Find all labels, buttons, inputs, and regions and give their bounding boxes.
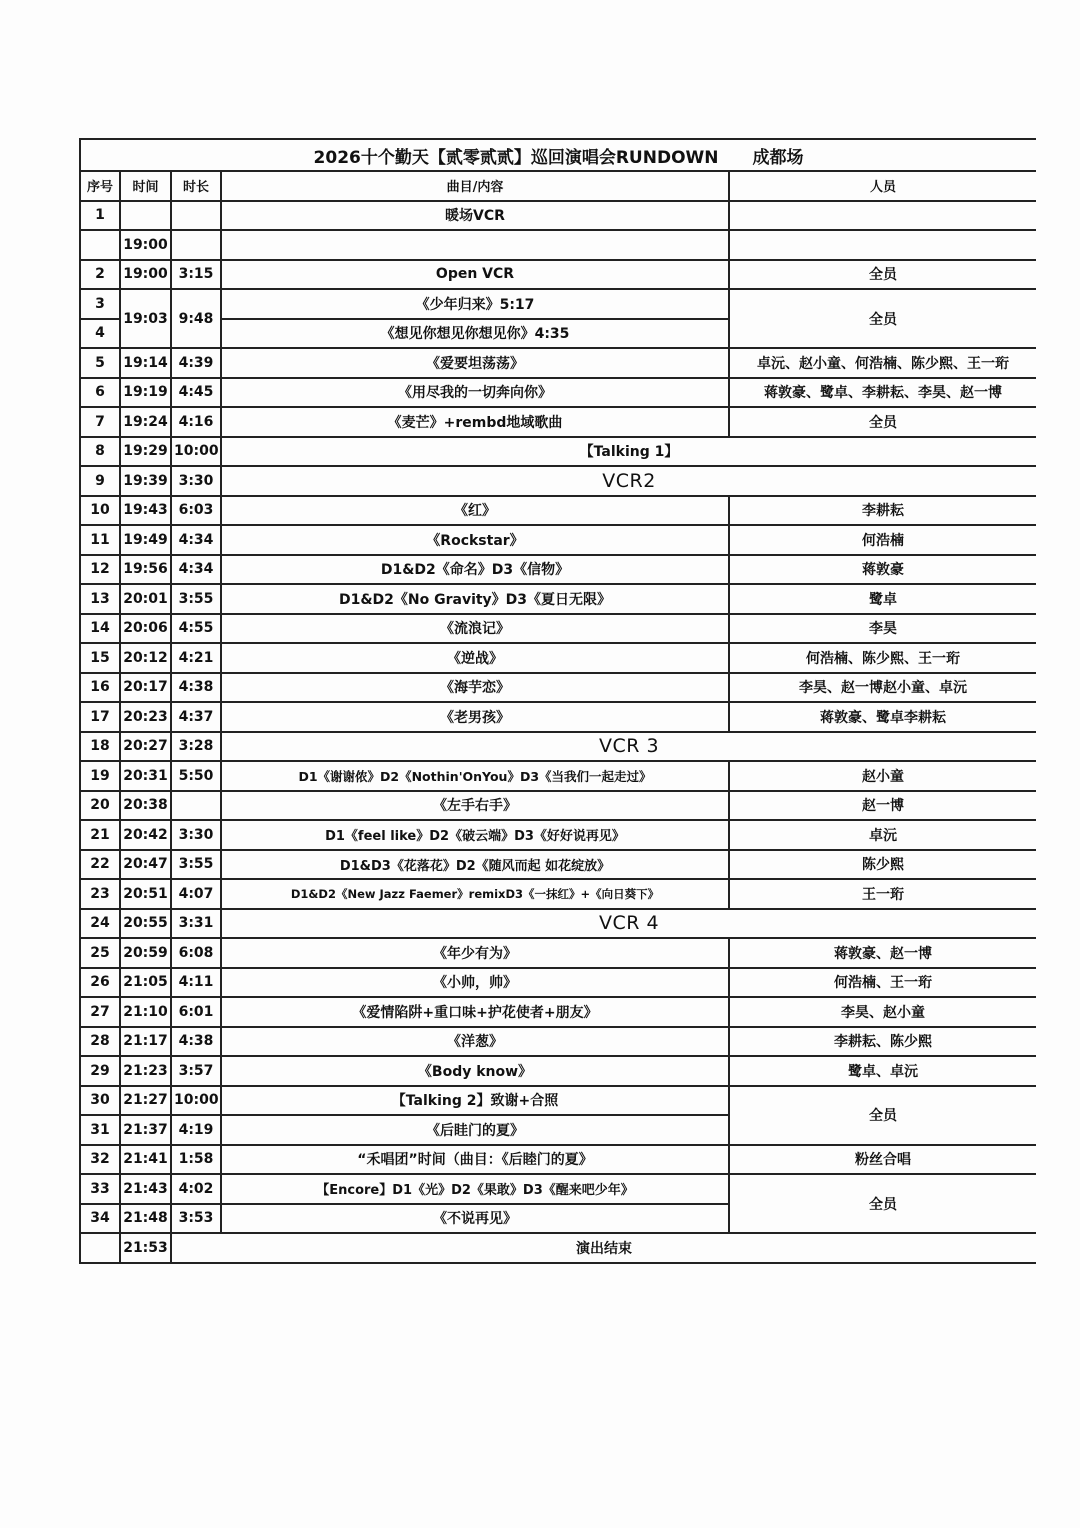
row-duration: 4:11	[171, 968, 221, 998]
row-members	[729, 230, 1036, 260]
row-content: 《小帅，帅》	[221, 968, 729, 998]
table-row	[80, 909, 1036, 939]
row-content: 《Body know》	[221, 1056, 729, 1086]
row-duration	[171, 230, 221, 260]
row-content: 《红》	[221, 496, 729, 526]
row-no: 28	[80, 1027, 120, 1057]
header-members: 人员	[729, 171, 1036, 201]
row-content	[221, 230, 729, 260]
row-no: 3	[80, 289, 120, 319]
row-time: 20:12	[120, 643, 171, 673]
row-time: 19:19	[120, 378, 171, 408]
row-no: 12	[80, 555, 120, 585]
row-time: 19:43	[120, 496, 171, 526]
row-duration: 3:31	[171, 909, 221, 939]
row-time: 21:41	[120, 1145, 171, 1175]
row-duration: 4:34	[171, 555, 221, 585]
row-duration: 4:55	[171, 614, 221, 644]
table-row	[80, 201, 1036, 231]
row-duration: 4:34	[171, 525, 221, 555]
row-duration: 4:07	[171, 879, 221, 909]
row-members	[729, 201, 1036, 231]
row-duration: 3:15	[171, 260, 221, 290]
header-content: 曲目/内容	[221, 171, 729, 201]
row-members: 全员	[729, 407, 1036, 437]
table-row	[80, 466, 1036, 496]
row-no: 6	[80, 378, 120, 408]
row-content: 《洋葱》	[221, 1027, 729, 1057]
row-time: 20:51	[120, 879, 171, 909]
row-content: 《海芋恋》	[221, 673, 729, 703]
table-row	[80, 555, 1036, 585]
row-no: 13	[80, 584, 120, 614]
rundown-sheet	[79, 138, 1035, 1264]
row-members: 王一珩	[729, 879, 1036, 909]
row-no: 18	[80, 732, 120, 762]
row-content: 《少年归来》5:17	[221, 289, 729, 319]
row-time: 21:43	[120, 1174, 171, 1204]
row-content: D1&D2《New Jazz Faemer》remixD3《一抹红》+《向日葵下》	[221, 879, 729, 909]
row-time: 21:27	[120, 1086, 171, 1116]
row-no: 31	[80, 1115, 120, 1145]
row-no: 20	[80, 791, 120, 821]
row-content: D1《谢谢侬》D2《Nothin'OnYou》D3《当我们一起走过》	[221, 761, 729, 791]
row-no: 5	[80, 348, 120, 378]
row-time: 20:38	[120, 791, 171, 821]
row-no: 22	[80, 850, 120, 880]
row-no: 24	[80, 909, 120, 939]
row-no: 10	[80, 496, 120, 526]
row-time: 21:10	[120, 997, 171, 1027]
row-duration: 3:55	[171, 850, 221, 880]
header-time: 时间	[120, 171, 171, 201]
rundown-table	[79, 138, 1036, 1264]
row-members: 全员	[729, 1174, 1036, 1233]
row-no: 2	[80, 260, 120, 290]
table-row	[80, 1233, 1036, 1263]
row-no: 26	[80, 968, 120, 998]
row-time: 20:42	[120, 820, 171, 850]
row-members: 蒋敦豪、鹭卓李耕耘	[729, 702, 1036, 732]
row-time: 20:55	[120, 909, 171, 939]
row-content: 《麦芒》+rembd地域歌曲	[221, 407, 729, 437]
table-row	[80, 407, 1036, 437]
table-row	[80, 1145, 1036, 1175]
row-content: 【Talking 2】致谢+合照	[221, 1086, 729, 1116]
row-duration: 10:00	[171, 437, 221, 467]
row-members: 全员	[729, 289, 1036, 348]
table-row	[80, 820, 1036, 850]
row-time: 19:24	[120, 407, 171, 437]
row-no: 4	[80, 319, 120, 349]
row-duration: 4:38	[171, 673, 221, 703]
row-time: 21:48	[120, 1204, 171, 1234]
row-members: 蒋敦豪、鹭卓、李耕耘、李昊、赵一博	[729, 378, 1036, 408]
row-no: 34	[80, 1204, 120, 1234]
row-content: 《爱情陷阱+重口味+护花使者+朋友》	[221, 997, 729, 1027]
row-duration: 5:50	[171, 761, 221, 791]
row-members: 李昊、赵小童	[729, 997, 1036, 1027]
row-content: 《逆战》	[221, 643, 729, 673]
table-row	[80, 289, 1036, 319]
table-row	[80, 348, 1036, 378]
title-row	[80, 139, 1036, 171]
table-row	[80, 997, 1036, 1027]
row-duration: 3:53	[171, 1204, 221, 1234]
document-title: 2026十个勤天【贰零贰贰】巡回演唱会RUNDOWN 成都场	[80, 139, 1036, 171]
row-members: 卓沅、赵小童、何浩楠、陈少熙、王一珩	[729, 348, 1036, 378]
row-content: D1&D2《No Gravity》D3《夏日无限》	[221, 584, 729, 614]
row-no: 29	[80, 1056, 120, 1086]
row-time: 21:05	[120, 968, 171, 998]
row-content: VCR2	[221, 466, 1036, 496]
row-time: 21:53	[120, 1233, 171, 1263]
row-time: 19:39	[120, 466, 171, 496]
row-no: 15	[80, 643, 120, 673]
row-time: 19:49	[120, 525, 171, 555]
table-row	[80, 260, 1036, 290]
table-row	[80, 1027, 1036, 1057]
table-row	[80, 1056, 1036, 1086]
table-row	[80, 496, 1036, 526]
row-no: 9	[80, 466, 120, 496]
row-no: 19	[80, 761, 120, 791]
row-members: 李昊	[729, 614, 1036, 644]
row-members: 粉丝合唱	[729, 1145, 1036, 1175]
row-content: 《想见你想见你想见你》4:35	[221, 319, 729, 349]
row-duration	[171, 201, 221, 231]
row-no: 25	[80, 938, 120, 968]
row-time: 19:14	[120, 348, 171, 378]
row-duration: 4:45	[171, 378, 221, 408]
row-members: 陈少熙	[729, 850, 1036, 880]
header-row	[80, 171, 1036, 201]
row-time: 19:00	[120, 260, 171, 290]
row-content: D1&D3《花落花》D2《随风而起 如花绽放》	[221, 850, 729, 880]
row-no: 30	[80, 1086, 120, 1116]
row-content: 《流浪记》	[221, 614, 729, 644]
row-duration: 3:30	[171, 466, 221, 496]
row-no: 32	[80, 1145, 120, 1175]
row-content: 暖场VCR	[221, 201, 729, 231]
row-no	[80, 1233, 120, 1263]
row-no: 8	[80, 437, 120, 467]
row-duration: 6:03	[171, 496, 221, 526]
row-content: D1《feel like》D2《破云端》D3《好好说再见》	[221, 820, 729, 850]
row-members: 蒋敦豪	[729, 555, 1036, 585]
row-time: 19:56	[120, 555, 171, 585]
table-row	[80, 643, 1036, 673]
row-time: 20:01	[120, 584, 171, 614]
row-duration: 4:38	[171, 1027, 221, 1057]
row-content: VCR 3	[221, 732, 1036, 762]
table-row	[80, 673, 1036, 703]
row-content: 演出结束	[171, 1233, 1036, 1263]
table-row	[80, 850, 1036, 880]
row-members: 蒋敦豪、赵一博	[729, 938, 1036, 968]
row-duration: 4:02	[171, 1174, 221, 1204]
row-time: 20:23	[120, 702, 171, 732]
table-row	[80, 879, 1036, 909]
row-content: 《不说再见》	[221, 1204, 729, 1234]
row-time: 21:23	[120, 1056, 171, 1086]
table-row	[80, 1086, 1036, 1116]
row-time	[120, 201, 171, 231]
row-members: 赵小童	[729, 761, 1036, 791]
table-row	[80, 732, 1036, 762]
row-duration: 3:55	[171, 584, 221, 614]
table-row	[80, 230, 1036, 260]
row-content: 《用尽我的一切奔向你》	[221, 378, 729, 408]
row-duration: 9:48	[171, 289, 221, 348]
row-no: 16	[80, 673, 120, 703]
row-members: 全员	[729, 260, 1036, 290]
row-members: 赵一博	[729, 791, 1036, 821]
row-no: 11	[80, 525, 120, 555]
row-members: 李耕耘、陈少熙	[729, 1027, 1036, 1057]
row-members: 卓沅	[729, 820, 1036, 850]
table-row	[80, 938, 1036, 968]
header-no: 序号	[80, 171, 120, 201]
table-row	[80, 378, 1036, 408]
row-time: 19:03	[120, 289, 171, 348]
row-duration: 3:57	[171, 1056, 221, 1086]
row-no: 23	[80, 879, 120, 909]
row-duration: 3:30	[171, 820, 221, 850]
row-duration: 4:19	[171, 1115, 221, 1145]
row-time: 20:59	[120, 938, 171, 968]
row-content: VCR 4	[221, 909, 1036, 939]
row-content: 《爱要坦荡荡》	[221, 348, 729, 378]
row-members: 李耕耘	[729, 496, 1036, 526]
row-content: “禾唱团”时间（曲目：《后睦门的夏》	[221, 1145, 729, 1175]
row-duration: 10:00	[171, 1086, 221, 1116]
table-row	[80, 437, 1036, 467]
row-no	[80, 230, 120, 260]
row-time: 20:31	[120, 761, 171, 791]
row-content: D1&D2《命名》D3《信物》	[221, 555, 729, 585]
row-time: 21:17	[120, 1027, 171, 1057]
row-members: 何浩楠	[729, 525, 1036, 555]
table-row	[80, 968, 1036, 998]
table-row	[80, 761, 1036, 791]
row-duration: 3:28	[171, 732, 221, 762]
row-duration: 6:08	[171, 938, 221, 968]
row-members: 何浩楠、王一珩	[729, 968, 1036, 998]
table-row	[80, 702, 1036, 732]
row-content: 《Rockstar》	[221, 525, 729, 555]
row-members: 全员	[729, 1086, 1036, 1145]
row-content: 【Talking 1】	[221, 437, 1036, 467]
row-time: 20:06	[120, 614, 171, 644]
table-row	[80, 614, 1036, 644]
row-time: 19:00	[120, 230, 171, 260]
row-duration: 1:58	[171, 1145, 221, 1175]
table-row	[80, 584, 1036, 614]
row-members: 鹭卓	[729, 584, 1036, 614]
row-duration: 4:16	[171, 407, 221, 437]
row-members: 何浩楠、陈少熙、王一珩	[729, 643, 1036, 673]
row-members: 李昊、赵一博赵小童、卓沅	[729, 673, 1036, 703]
row-no: 7	[80, 407, 120, 437]
table-row	[80, 525, 1036, 555]
header-duration: 时长	[171, 171, 221, 201]
row-time: 20:47	[120, 850, 171, 880]
table-row	[80, 1174, 1036, 1204]
row-content: 《年少有为》	[221, 938, 729, 968]
row-content: 《后眭门的夏》	[221, 1115, 729, 1145]
table-row	[80, 791, 1036, 821]
row-no: 14	[80, 614, 120, 644]
row-duration	[171, 791, 221, 821]
row-duration: 6:01	[171, 997, 221, 1027]
row-duration: 4:37	[171, 702, 221, 732]
row-duration: 4:21	[171, 643, 221, 673]
row-no: 27	[80, 997, 120, 1027]
row-duration: 4:39	[171, 348, 221, 378]
row-no: 1	[80, 201, 120, 231]
row-content: 【Encore】D1《光》D2《果敢》D3《醒来吧少年》	[221, 1174, 729, 1204]
row-time: 20:17	[120, 673, 171, 703]
row-time: 20:27	[120, 732, 171, 762]
row-no: 17	[80, 702, 120, 732]
row-time: 19:29	[120, 437, 171, 467]
row-content: 《老男孩》	[221, 702, 729, 732]
row-no: 33	[80, 1174, 120, 1204]
row-no: 21	[80, 820, 120, 850]
row-content: Open VCR	[221, 260, 729, 290]
row-content: 《左手右手》	[221, 791, 729, 821]
row-time: 21:37	[120, 1115, 171, 1145]
row-members: 鹭卓、卓沅	[729, 1056, 1036, 1086]
